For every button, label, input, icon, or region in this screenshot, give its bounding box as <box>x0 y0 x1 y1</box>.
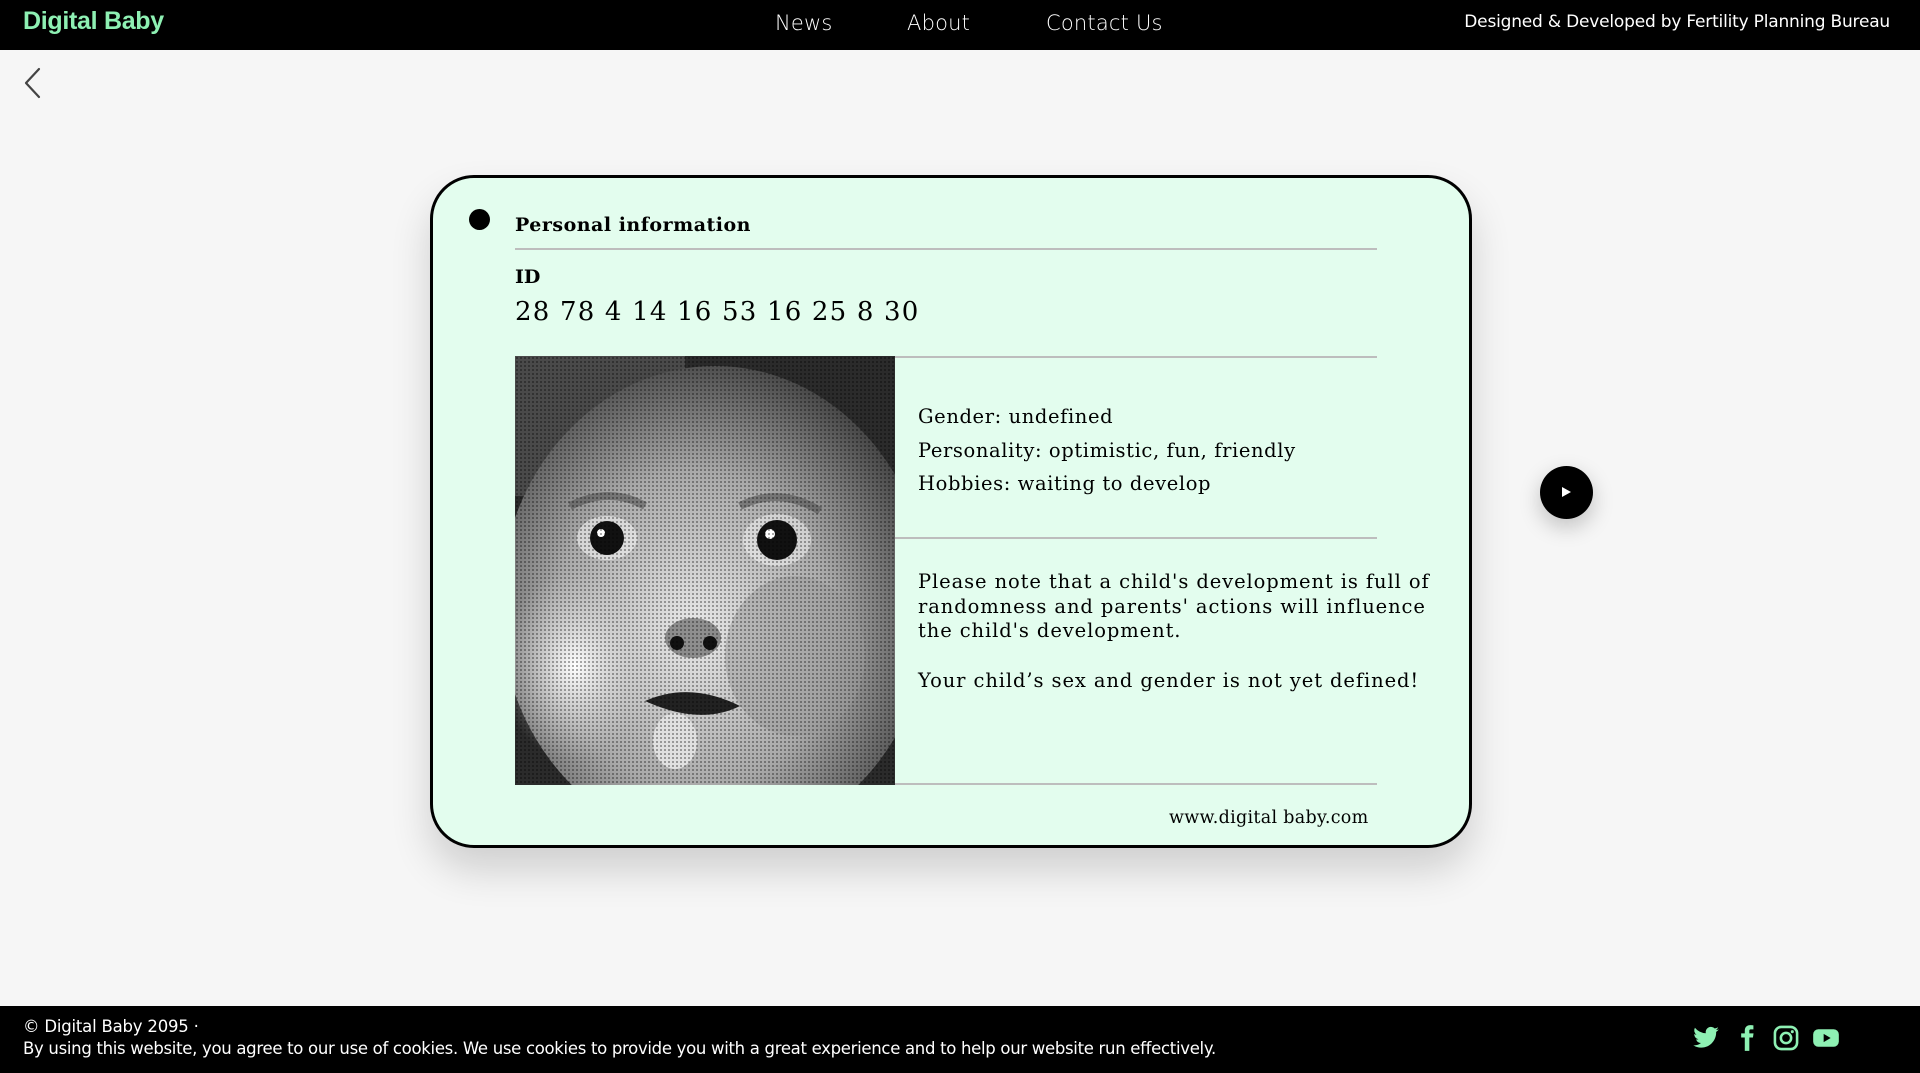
development-note <box>918 570 1438 644</box>
trait-list <box>918 400 1296 501</box>
baby-face-image <box>515 356 895 785</box>
nav-news[interactable]: News <box>775 11 833 35</box>
youtube-icon[interactable] <box>1812 1024 1840 1052</box>
nav-about[interactable]: About <box>907 11 971 35</box>
footer <box>0 1006 1920 1073</box>
section-title: Personal information <box>515 214 751 236</box>
baby-photo <box>515 356 895 785</box>
note-line: the child's development. <box>918 619 1182 642</box>
top-navbar <box>0 0 1920 50</box>
copyright-text: © Digital Baby 2095 · <box>23 1017 199 1036</box>
id-label: ID <box>515 266 541 288</box>
card-dot-marker <box>469 209 490 230</box>
trait-personality: Personality: optimistic, fun, friendly <box>918 438 1296 462</box>
divider <box>895 537 1377 539</box>
sex-note: Your child’s sex and gender is not yet defined! <box>918 669 1420 692</box>
divider <box>895 783 1377 785</box>
trait-hobbies: Hobbies: waiting to develop <box>918 472 1212 495</box>
twitter-icon[interactable] <box>1692 1024 1720 1052</box>
cookie-notice: By using this website, you agree to our use of cookies. We use cookies to provide you with a great experience and to help our website run effectively. <box>23 1039 1216 1058</box>
note-line: Please note that a child's development is full of <box>918 570 1430 593</box>
brand-logo[interactable]: Digital Baby <box>23 7 164 35</box>
nav-contact-us[interactable]: Contact Us <box>1046 11 1163 35</box>
back-button[interactable] <box>20 66 46 100</box>
chevron-left-icon <box>20 66 46 100</box>
id-value: 28 78 4 14 16 53 16 25 8 30 <box>515 297 920 327</box>
next-button[interactable] <box>1540 466 1593 519</box>
note-line: randomness and parents' actions will influence <box>918 594 1426 618</box>
credit-text: Designed & Developed by Fertility Planning Bureau <box>1464 12 1890 32</box>
divider <box>515 248 1377 250</box>
baby-id-card <box>430 175 1472 848</box>
play-icon <box>1562 487 1571 497</box>
instagram-icon[interactable] <box>1772 1024 1800 1052</box>
card-url: www.digital baby.com <box>1169 808 1369 828</box>
trait-gender: Gender: undefined <box>918 405 1114 428</box>
facebook-icon[interactable] <box>1733 1024 1761 1052</box>
